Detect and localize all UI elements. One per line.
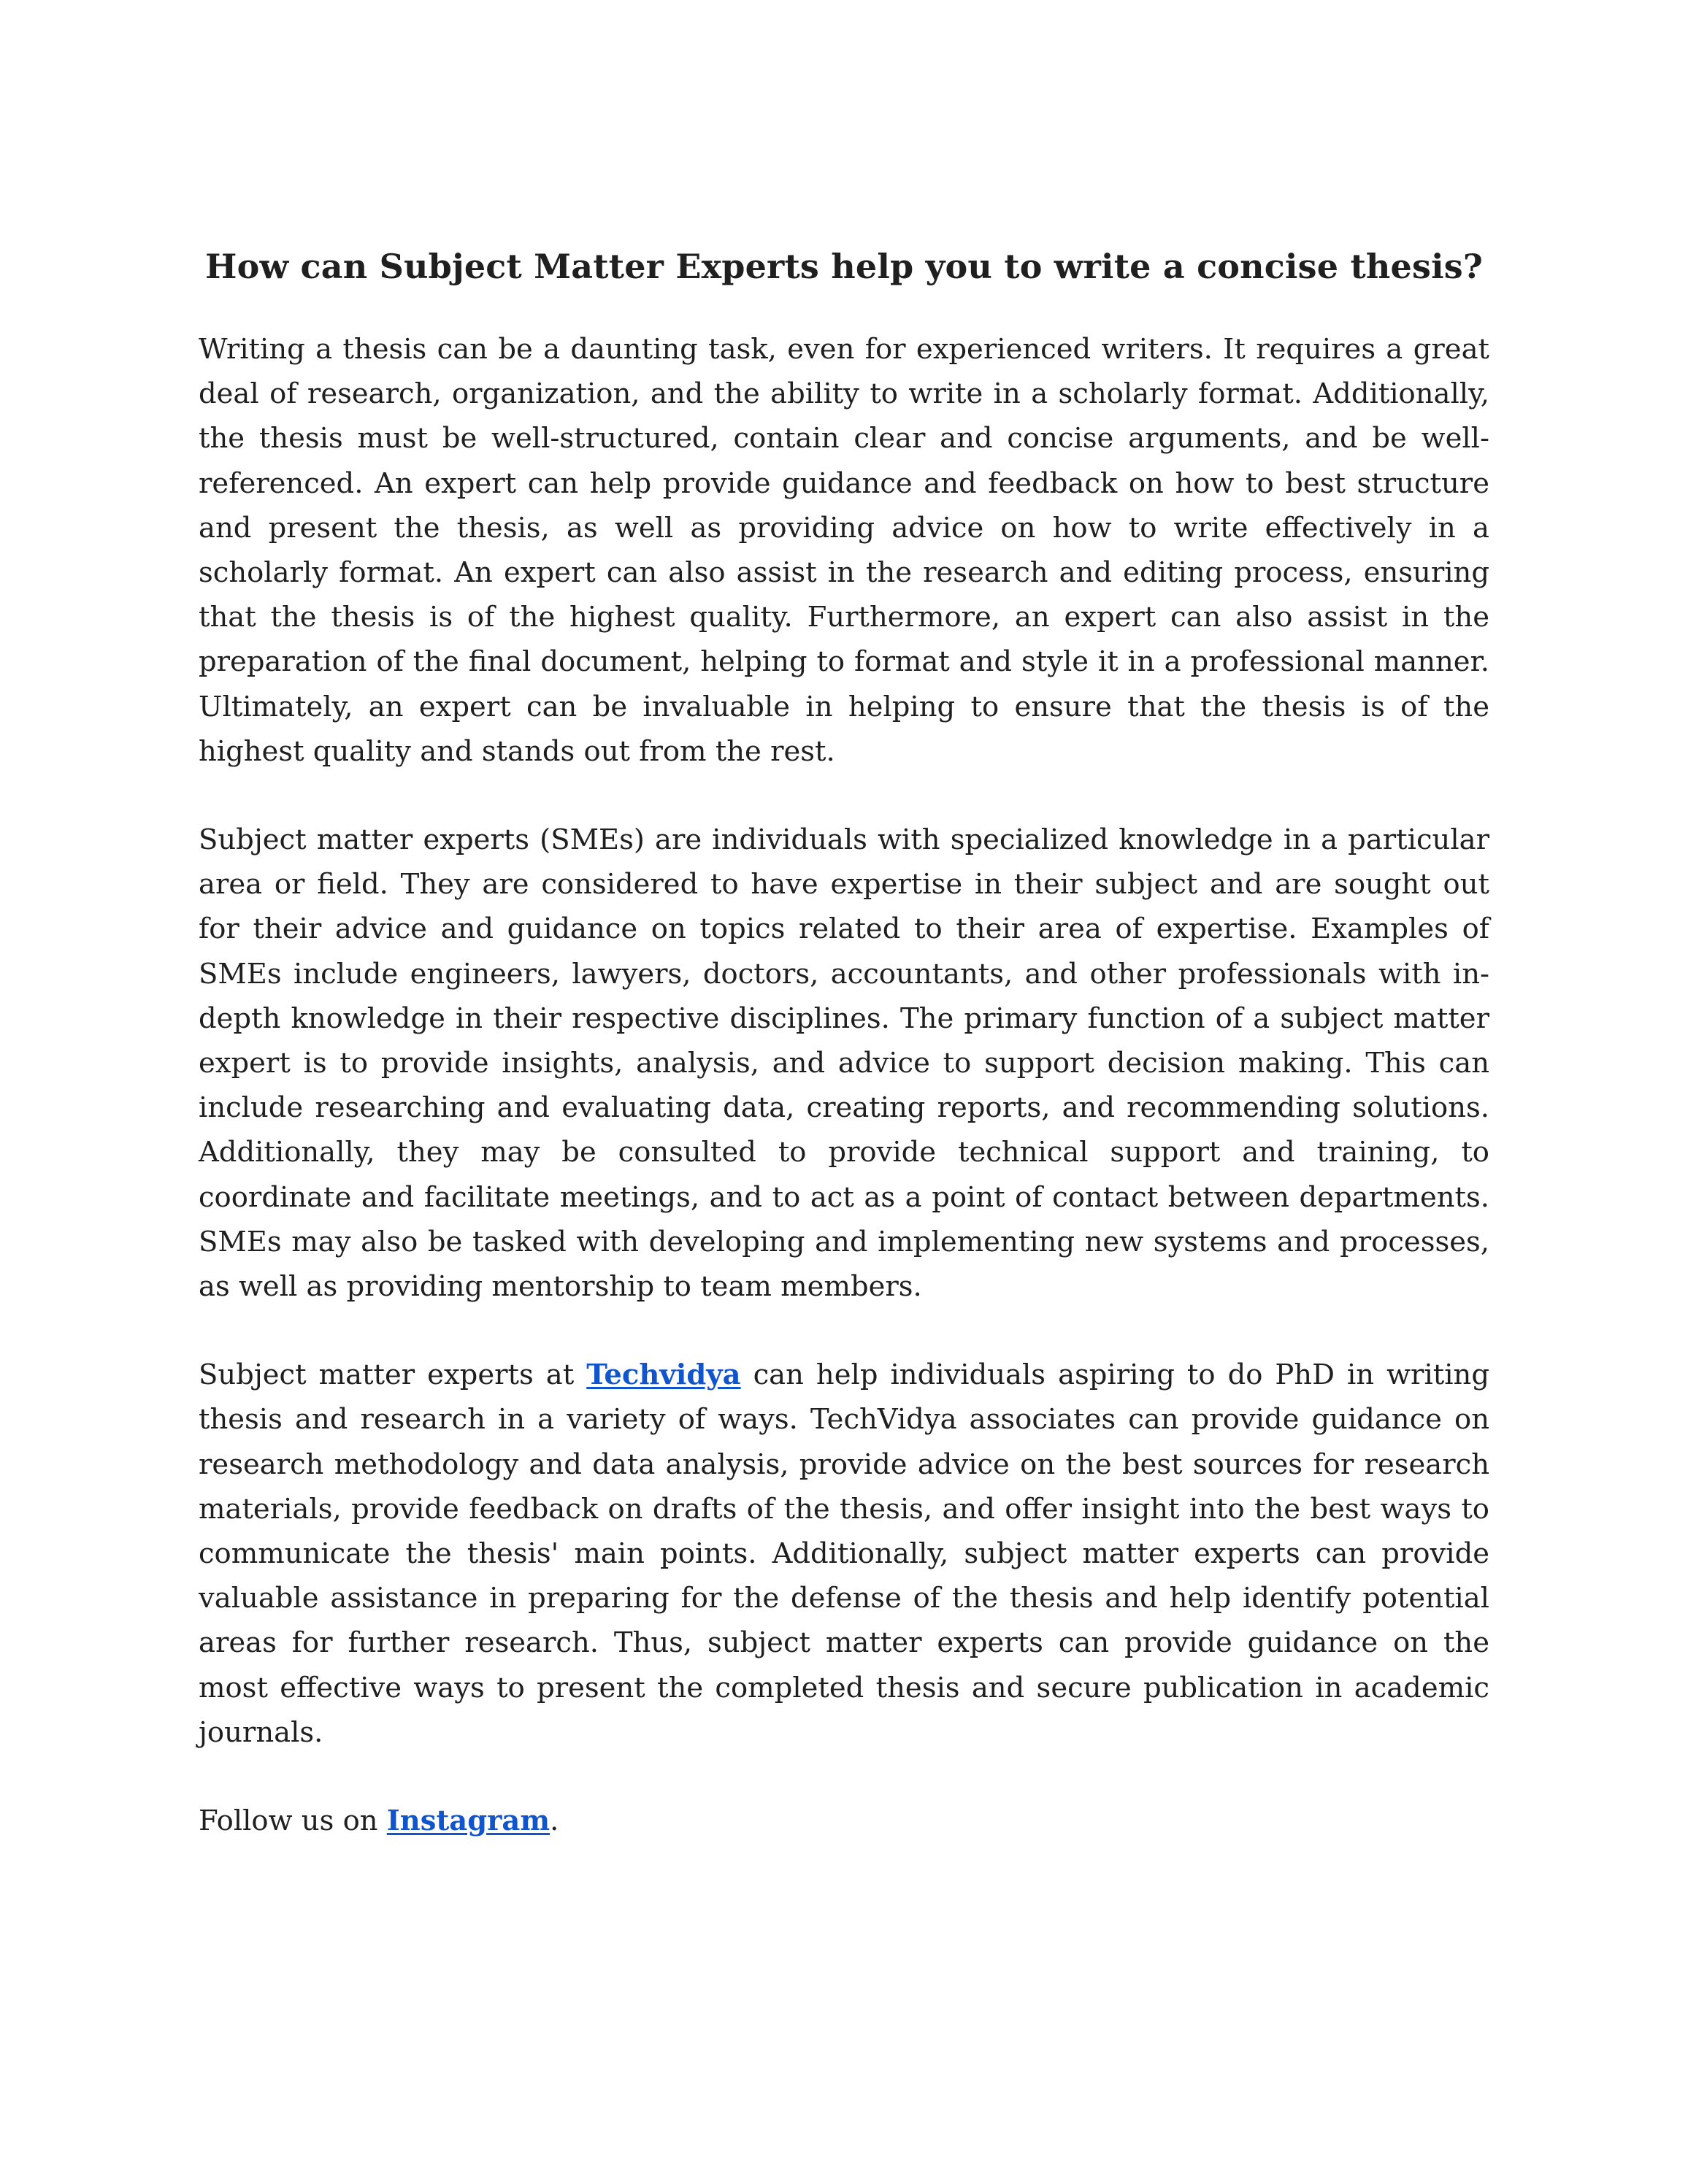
follow-lead: Follow us on bbox=[199, 1804, 387, 1838]
paragraph-techvidya-rest: can help individuals aspiring to do PhD in writing thesis and research in a variety of ways. TechVidya associates can provide guidance on research methodology and data analysis, provide advice on the best sources for research materials, provide feedback on drafts of the thesis, and offer insight into the best ways to communicate the thesis' main points. Additionally, subject matter experts can provide valuable assistance in preparing for the defense of the thesis and help identify potential areas for further research. Thus, subject matter experts can provide guidance on the most effective ways to present the completed thesis and secure publication in academic journals. bbox=[199, 1358, 1489, 1749]
techvidya-link[interactable]: Techvidya bbox=[586, 1358, 741, 1392]
page-title: How can Subject Matter Experts help you to write a concise thesis? bbox=[204, 247, 1484, 286]
follow-line bbox=[199, 1799, 1489, 1843]
follow-end: . bbox=[550, 1804, 559, 1838]
paragraph-intro: Writing a thesis can be a daunting task, even for experienced writers. It requires a great deal of research, organization, and the ability to write in a scholarly format. Additionally, the thesis must be well-structured, contain clear and concise arguments, and be well-referenced. An expert can help provide guidance and feedback on how to best structure and present the thesis, as well as providing advice on how to write effectively in a scholarly format. An expert can also assist in the research and editing process, ensuring that the thesis is of the highest quality. Furthermore, an expert can also assist in the preparation of the final document, helping to format and style it in a professional manner. Ultimately, an expert can be invaluable in helping to ensure that the thesis is of the highest quality and stands out from the rest. bbox=[199, 333, 1489, 768]
paragraph-techvidya-lead: Subject matter experts at bbox=[199, 1358, 587, 1392]
paragraph-techvidya bbox=[199, 1353, 1489, 1755]
document-body bbox=[199, 241, 1489, 1887]
instagram-link[interactable]: Instagram bbox=[386, 1804, 550, 1838]
paragraph-smes: Subject matter experts (SMEs) are individuals with specialized knowledge in a particular area or field. They are considered to have expertise in their subject and are sought out for their advice and guidance on topics related to their area of expertise. Examples of SMEs include engineers, lawyers, doctors, accountants, and other professionals with in-depth knowledge in their respective disciplines. The primary function of a subject matter expert is to provide insights, analysis, and advice to support decision making. This can include researching and evaluating data, creating reports, and recommending solutions. Additionally, they may be consulted to provide technical support and training, to coordinate and facilitate meetings, and to act as a point of contact between departments. SMEs may also be tasked with developing and implementing new systems and processes, as well as providing mentorship to team members. bbox=[199, 823, 1489, 1304]
